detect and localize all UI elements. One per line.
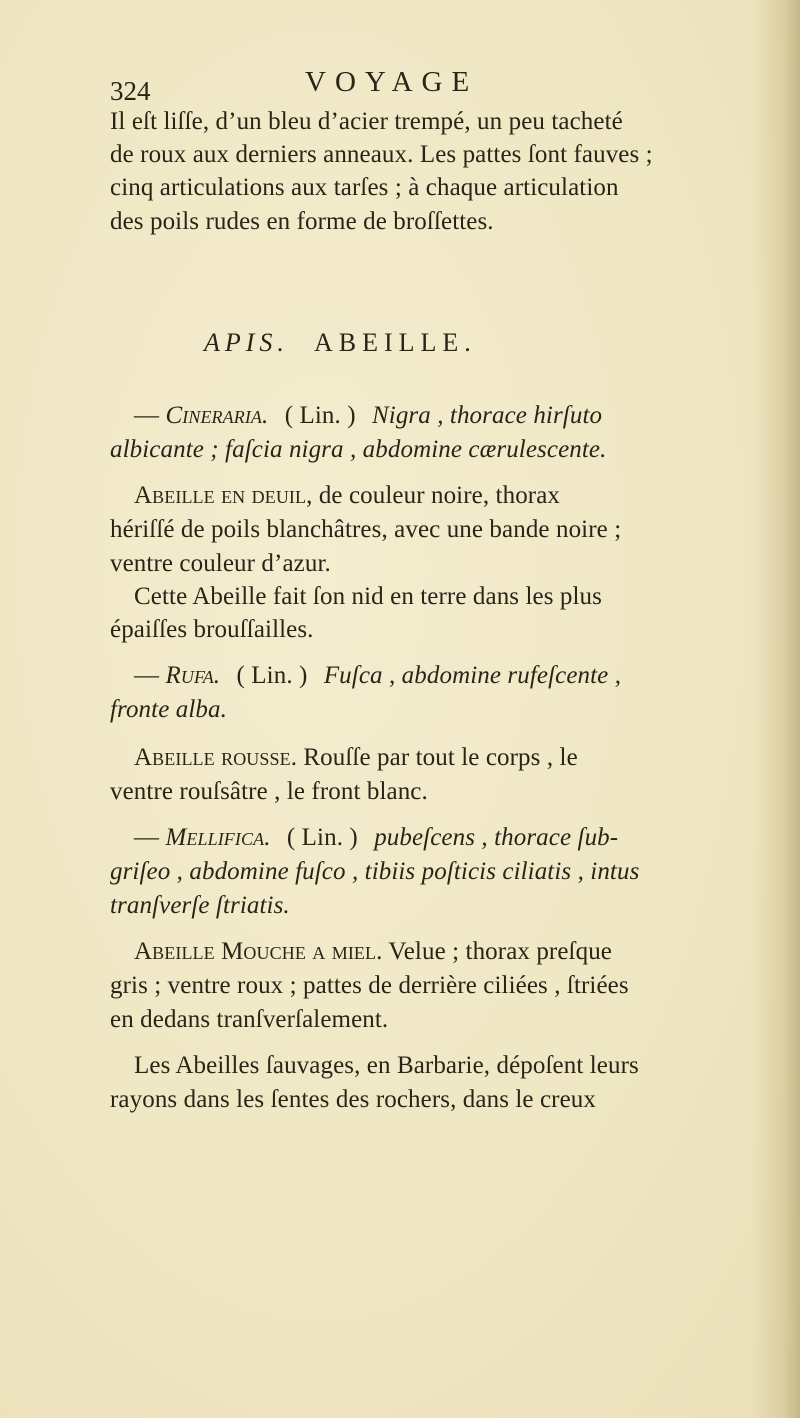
species-name: Cineraria. — [165, 402, 269, 429]
entry-dash: — — [134, 824, 160, 851]
text-line: rayons dans les ſentes des rochers, dans le creux — [110, 1086, 596, 1113]
latin-description: pubeſcens , thorace ſub- — [374, 824, 619, 851]
species-name: Mellifica. — [165, 824, 271, 851]
text-line: de roux aux derniers anneaux. Les pattes ſont fauves ; — [110, 141, 653, 168]
linnaeus-ref: ( Lin. ) — [284, 402, 356, 429]
text-line: Les Abeilles ſauvages, en Barbarie, dépoſent leurs — [134, 1052, 639, 1079]
text-line: en dedans tranſverſalement. — [110, 1006, 389, 1033]
section-french-name: ABEILLE. — [314, 328, 477, 357]
linnaeus-ref: ( Lin. ) — [286, 824, 358, 851]
running-title: VOYAGE — [305, 66, 479, 98]
latin-description-line: griſeo , abdomine fuſco , tibiis poſticis ciliatis , intus — [110, 858, 640, 885]
text-line: ventre rouſsâtre , le front blanc. — [110, 778, 428, 805]
french-text: , de couleur noire, thorax — [306, 482, 561, 509]
french-description-line — [134, 480, 560, 512]
latin-description: Fuſca , abdomine rufeſcente , — [323, 662, 622, 689]
text-line: hériſſé de poils blanchâtres, avec une bande noire ; — [110, 516, 622, 543]
species-name: Rufa. — [165, 662, 221, 689]
french-species-name: Abeille en deuil — [134, 482, 307, 509]
french-text: Rouſſe par tout le corps , le — [297, 744, 578, 771]
species-entry-mellifica — [134, 822, 618, 854]
latin-description: Nigra , thorace hirſuto — [372, 402, 603, 429]
linnaeus-ref: ( Lin. ) — [236, 662, 308, 689]
species-entry-rufa — [134, 660, 621, 692]
latin-description-line: albicante ; faſcia nigra , abdomine cærulescente. — [110, 436, 607, 463]
french-description-line — [134, 742, 578, 774]
latin-description-line: fronte alba. — [110, 696, 227, 723]
text-line: cinq articulations aux tarſes ; à chaque articulation — [110, 174, 619, 201]
text-line: Il eſt liſſe, d’un bleu d’acier trempé, un peu tacheté — [110, 108, 623, 135]
text-line: gris ; ventre roux ; pattes de derrière ciliées , ſtriées — [110, 972, 629, 999]
latin-description-line: tranſverſe ſtriatis. — [110, 892, 290, 919]
page-number: 324 — [110, 76, 151, 106]
text-line: Cette Abeille fait ſon nid en terre dans les plus — [134, 583, 602, 610]
entry-dash: — — [134, 402, 160, 429]
french-species-name: Abeille rousse. — [134, 744, 298, 771]
text-line: ventre couleur d’azur. — [110, 550, 331, 577]
french-description-line — [134, 936, 612, 968]
french-text: Velue ; thorax preſque — [382, 938, 612, 965]
section-latin-name: APIS. — [204, 328, 289, 357]
text-line: épaiſſes brouſſailles. — [110, 616, 314, 643]
species-entry-cineraria — [134, 400, 602, 432]
french-species-name: Abeille Mouche a miel. — [134, 938, 383, 965]
section-heading — [204, 328, 477, 358]
entry-dash: — — [134, 662, 160, 689]
text-line: des poils rudes en forme de broſſettes. — [110, 208, 494, 235]
